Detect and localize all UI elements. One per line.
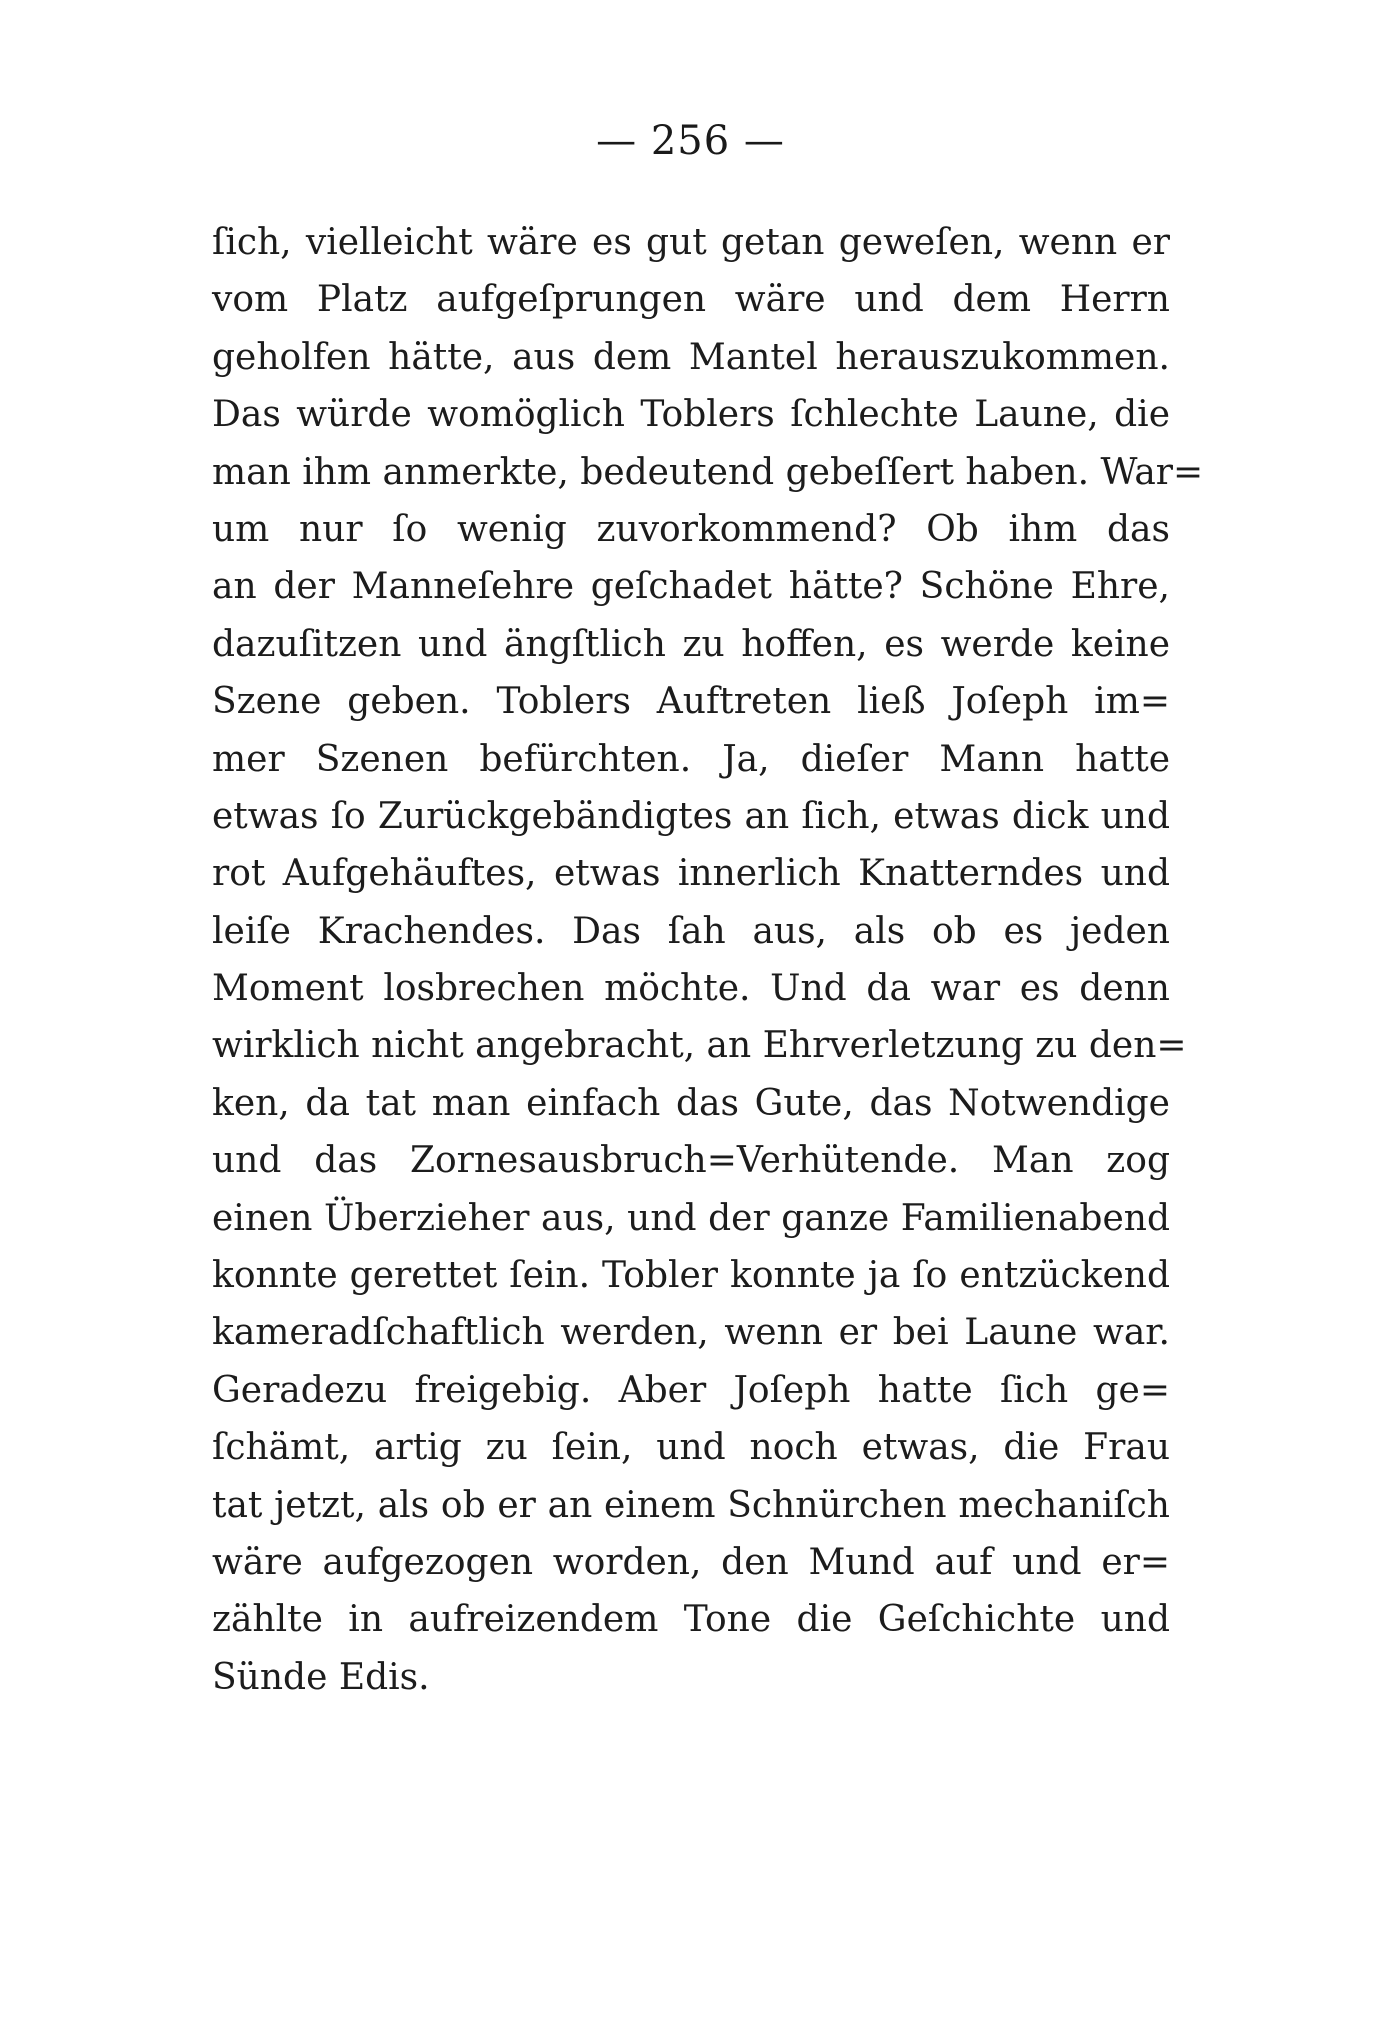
text-line: leiſe Krachendes. Das ſah aus, als ob es jeden <box>212 910 1170 952</box>
text-line: zählte in aufreizendem Tone die Geſchichte und <box>212 1599 1170 1641</box>
page-number: — 256 — <box>596 118 785 164</box>
text-line: einen Überzieher aus, und der ganze Familienabend <box>212 1197 1170 1239</box>
text-line: wirklich nicht angebracht, an Ehrverletzung zu den= <box>212 1025 1187 1067</box>
text-line: Moment losbrechen möchte. Und da war es denn <box>212 968 1170 1010</box>
text-line: ken, da tat man einfach das Gute, das Notwendige <box>212 1082 1170 1124</box>
text-line: und das Zornesausbruch=Verhütende. Man zog <box>212 1140 1170 1182</box>
text-line: mer Szenen befürchten. Ja, dieſer Mann hatte <box>212 738 1170 780</box>
text-line: kameradſchaftlich werden, wenn er bei Laune war. <box>212 1312 1170 1354</box>
text-line: wäre aufgezogen worden, den Mund auf und er= <box>212 1541 1170 1583</box>
text-line: man ihm anmerkte, bedeutend gebeſſert haben. War= <box>212 451 1204 493</box>
text-line: um nur ſo wenig zuvorkommend? Ob ihm das <box>212 508 1170 550</box>
text-line: an der Manneſehre geſchadet hätte? Schöne Ehre, <box>212 566 1170 608</box>
text-line: Geradezu freigebig. Aber Joſeph hatte ſich ge= <box>212 1369 1170 1411</box>
text-line: ſchämt, artig zu ſein, und noch etwas, die Frau <box>212 1427 1170 1469</box>
text-line: tat jetzt, als ob er an einem Schnürchen mechaniſch <box>212 1484 1170 1526</box>
body-text <box>212 214 1204 1706</box>
text-line: ſich, vielleicht wäre es gut getan geweſen, wenn er <box>212 222 1170 263</box>
text-line: konnte gerettet ſein. Tobler konnte ja ſo entzückend <box>212 1255 1170 1297</box>
text-line: Das würde womöglich Toblers ſchlechte Laune, die <box>212 394 1170 436</box>
text-line: Szene geben. Toblers Auftreten ließ Joſeph im= <box>212 681 1170 723</box>
text-line: etwas ſo Zurückgebändigtes an ſich, etwas dick und <box>212 795 1170 837</box>
text-line: rot Aufgehäuftes, etwas innerlich Knatterndes und <box>212 853 1170 895</box>
text-line-last: Sünde Edis. <box>212 1656 430 1698</box>
text-line: dazuſitzen und ängſtlich zu hoffen, es werde keine <box>212 623 1170 665</box>
text-line: geholfen hätte, aus dem Mantel herauszukommen. <box>212 336 1170 378</box>
text-line: vom Platz aufgeſprungen wäre und dem Herrn <box>212 279 1170 321</box>
